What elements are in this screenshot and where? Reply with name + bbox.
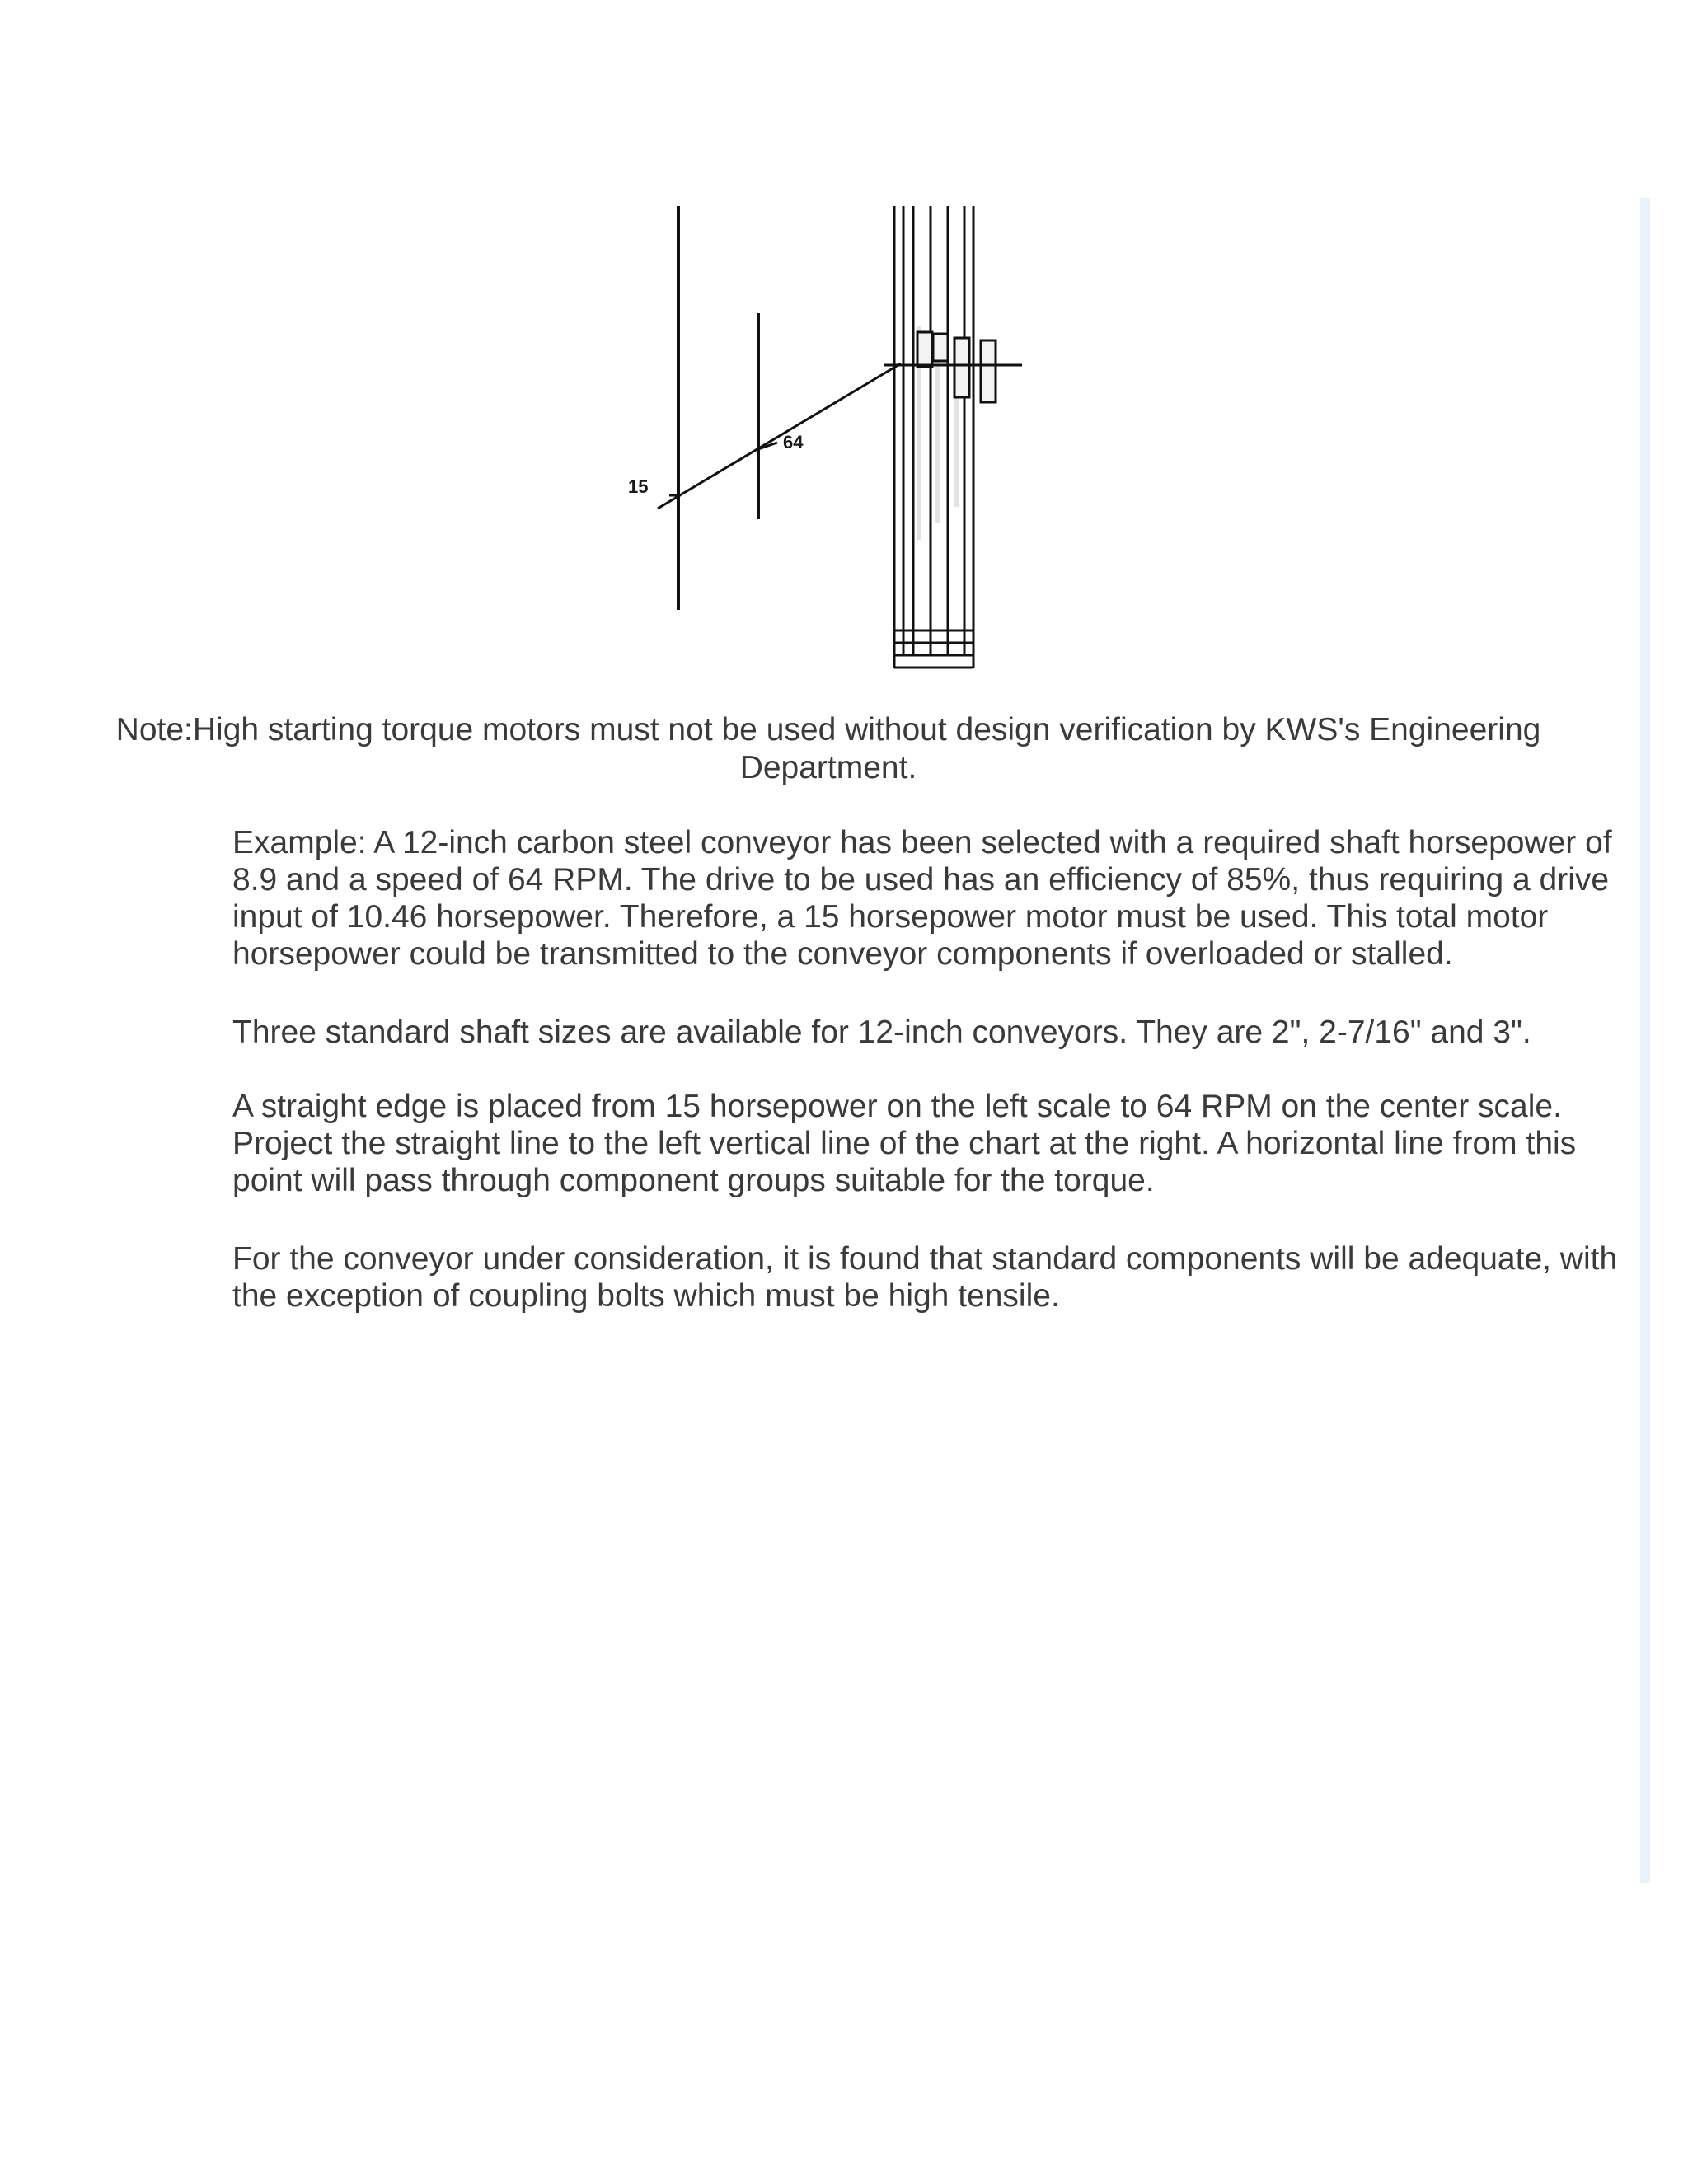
chart-vertical-lines xyxy=(894,206,973,668)
nomograph-svg xyxy=(610,194,1039,688)
conclusion-paragraph: For the conveyor under consideration, it is found that standard components will be adequate, with the exception of coupling bolts which must be high tensile. xyxy=(232,1241,1618,1314)
chart-bottom-boxes xyxy=(894,630,973,668)
straight-edge-paragraph: A straight edge is placed from 15 horsepower on the left scale to 64 RPM on the center scale. Project the straight line to the left vertical line of the chart at the right. A horizontal line from this point will pass through component groups suitable for the torque. xyxy=(232,1089,1577,1198)
right-margin-rule xyxy=(1640,198,1650,1883)
straight-edge-line xyxy=(658,363,901,509)
center-scale-label: 64 xyxy=(783,432,804,452)
engineering-note: Note:High starting torque motors must not be used without design verification by KWS's Engineering Department. xyxy=(115,712,1541,785)
example-paragraph: Example: A 12-inch carbon steel conveyor has been selected with a required shaft horsepower of 8.9 and a speed of 64 RPM. The drive to be used has an efficiency of 85%, thus requiring a drive input of 10.46 horsepower. Therefore, a 15 horsepower motor must be used. This total motor horsepower could be transmitted to the conveyor components if overloaded or stalled. xyxy=(232,825,1612,972)
torque-nomograph-diagram xyxy=(610,194,1039,688)
left-scale-label: 15 xyxy=(628,476,649,497)
component-group-boxes xyxy=(917,332,996,402)
shaft-sizes-paragraph: Three standard shaft sizes are available for 12-inch conveyors. They are 2", 2-7/16" and 3". xyxy=(232,1015,1531,1050)
